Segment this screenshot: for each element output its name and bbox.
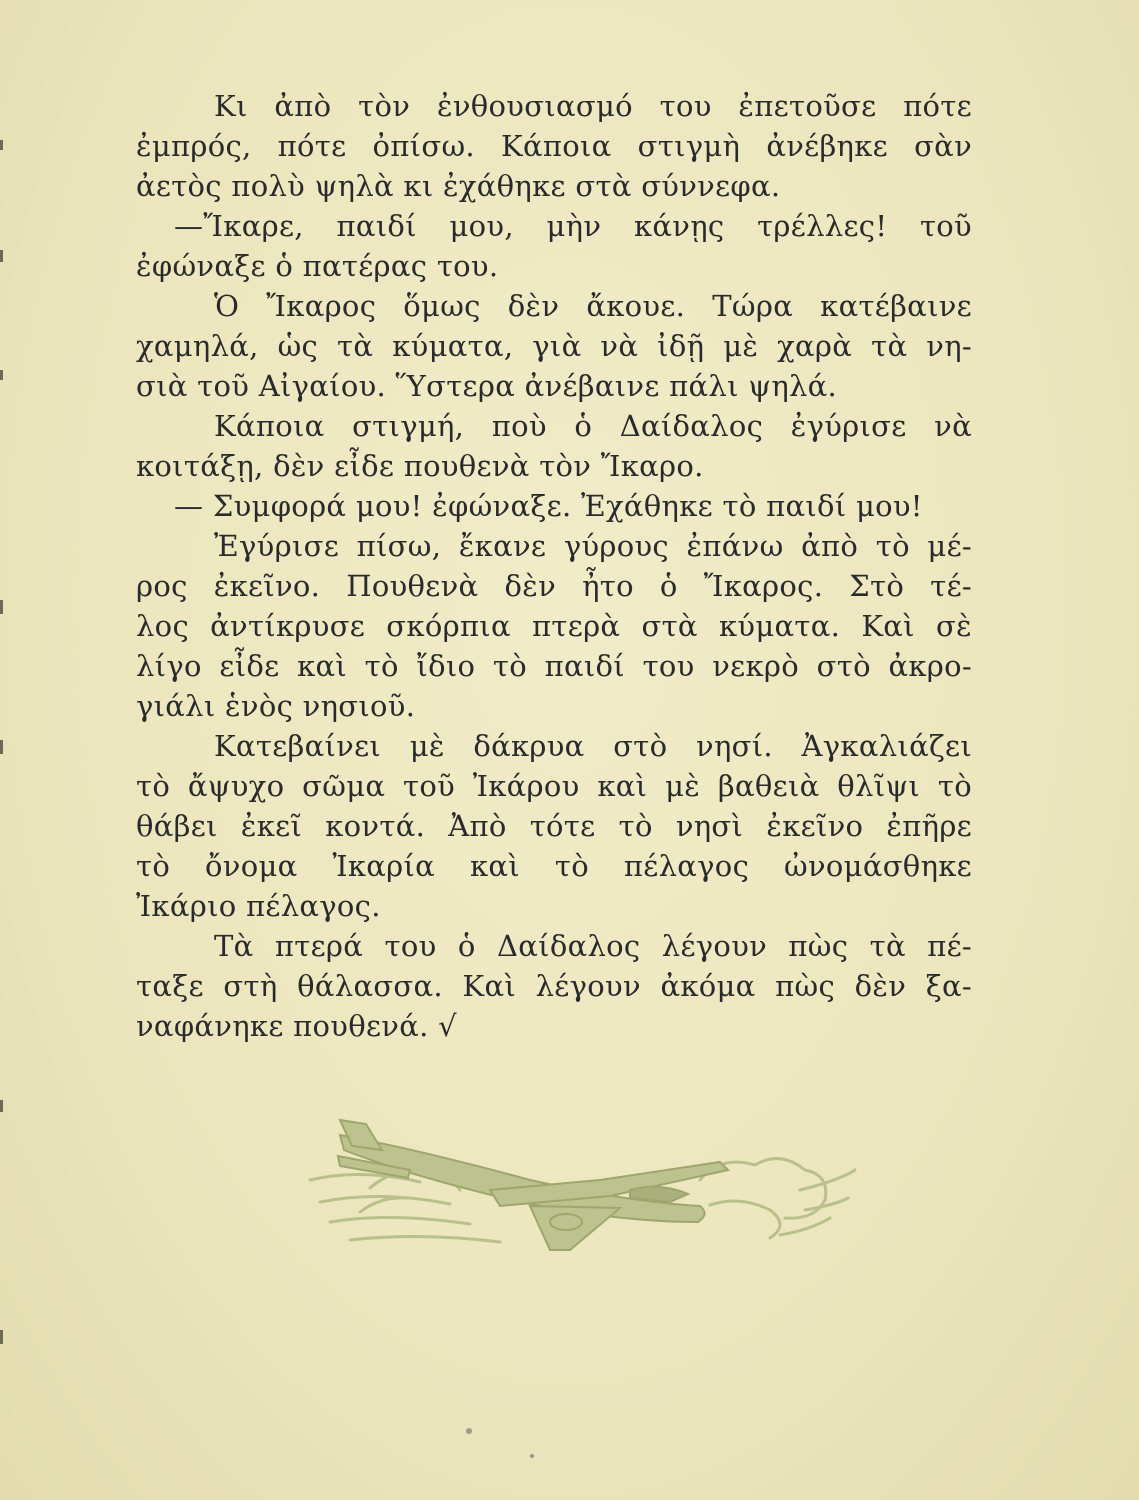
page-speck: [466, 1428, 472, 1434]
page-edge-mark: [0, 740, 3, 754]
text-line: ρος ἐκεῖνο. Πουθενὰ δὲν ἦτο ὁ Ἴκαρος. Στὸ τέ-: [136, 569, 972, 603]
text-line: Κατεβαίνει μὲ δάκρυα στὸ νησί. Ἀγκαλιάζει: [214, 729, 972, 763]
page-edge-mark: [0, 600, 3, 614]
text-line: Ἐγύρισε πίσω, ἔκανε γύρους ἐπάνω ἀπὸ τὸ μέ-: [214, 529, 972, 563]
text-line: ἐμπρός, πότε ὀπίσω. Κάποια στιγμὴ ἀνέβηκε σὰν: [136, 129, 972, 163]
text-line: τὸ ὄνομα Ἰκαρία καὶ τὸ πέλαγος ὠνομάσθηκε: [136, 849, 972, 883]
text-line: ἀετὸς πολὺ ψηλὰ κι ἐχάθηκε στὰ σύννεφα.: [136, 169, 781, 203]
text-line: ναφάνηκε πουθενά. √: [136, 1009, 457, 1043]
text-line: ταξε στὴ θάλασσα. Καὶ λέγουν ἀκόμα πὼς δὲν ξα-: [136, 969, 972, 1003]
text-line: Ὁ Ἴκαρος ὅμως δὲν ἄκουε. Τώρα κατέβαινε: [214, 289, 972, 323]
page-speck: [530, 1454, 534, 1458]
text-line: λος ἀντίκρυσε σκόρπια πτερὰ στὰ κύματα. Καὶ σὲ: [136, 609, 972, 643]
text-line: γιάλι ἑνὸς νησιοῦ.: [136, 689, 416, 723]
page-edge-mark: [0, 140, 3, 150]
text-line: Κάποια στιγμή, ποὺ ὁ Δαίδαλος ἐγύρισε νὰ: [214, 409, 972, 443]
text-line: Τὰ πτερά του ὁ Δαίδαλος λέγουν πὼς τὰ πέ-: [214, 929, 972, 963]
text-line: — Συμφορά μου! ἐφώναξε. Ἐχάθηκε τὸ παιδί μου!: [174, 489, 923, 523]
text-line: ἐφώναξε ὁ πατέρας του.: [136, 249, 499, 283]
text-line: κοιτάξῃ, δὲν εἶδε πουθενὰ τὸν Ἴκαρο.: [136, 449, 704, 483]
page-edge-mark: [0, 250, 3, 262]
text-line: —Ἴκαρε, παιδί μου, μὴν κάνῃς τρέλλες! τοῦ: [174, 209, 972, 243]
text-line: τὸ ἄψυχο σῶμα τοῦ Ἰκάρου καὶ μὲ βαθειὰ θλῖψι τὸ: [136, 769, 972, 803]
airplane-over-clouds-icon: [300, 1110, 860, 1260]
text-line: θάβει ἐκεῖ κοντά. Ἀπὸ τότε τὸ νησὶ ἐκεῖνο ἐπῆρε: [136, 809, 972, 843]
page-edge-mark: [0, 1330, 3, 1344]
text-line: Κι ἀπὸ τὸν ἐνθουσιασμό του ἐπετοῦσε πότε: [214, 89, 972, 123]
page-edge-mark: [0, 370, 3, 380]
page-edge-mark: [0, 1100, 3, 1112]
text-line: σιὰ τοῦ Αἰγαίου. Ὕστερα ἀνέβαινε πάλι ψηλά.: [136, 369, 838, 403]
text-line: Ἰκάριο πέλαγος.: [136, 889, 381, 923]
text-line: χαμηλά, ὡς τὰ κύματα, γιὰ νὰ ἰδῇ μὲ χαρὰ τὰ νη-: [136, 329, 972, 363]
story-text: [136, 86, 972, 1046]
text-line: λίγο εἶδε καὶ τὸ ἴδιο τὸ παιδί του νεκρὸ στὸ ἀκρο-: [136, 649, 972, 683]
